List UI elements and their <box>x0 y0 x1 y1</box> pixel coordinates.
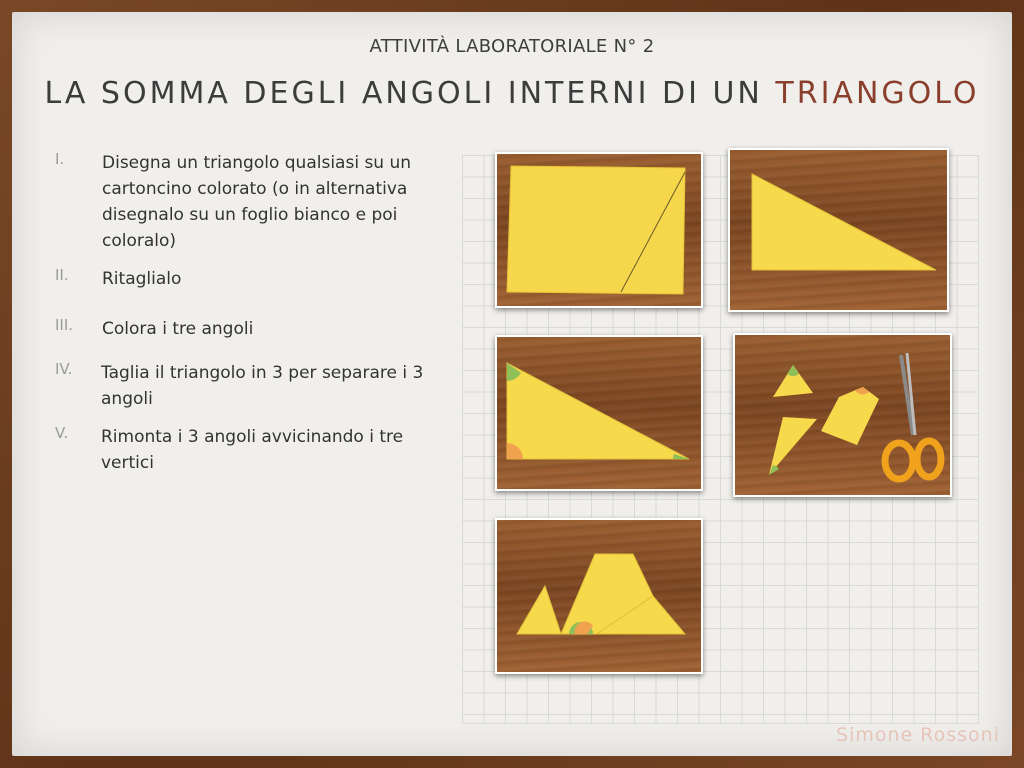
step-number: III. <box>55 316 74 334</box>
title-main: LA SOMMA DEGLI ANGOLI INTERNI DI UN <box>44 76 776 111</box>
step-text: Disegna un triangolo qualsiasi su un cartoncino colorato (o in alternativa disegnalo su un foglio bianco e poi coloralo) <box>102 153 412 251</box>
author-signature: Simone Rossoni <box>836 724 1000 746</box>
slide-title <box>0 76 1024 111</box>
title-accent: TRIANGOLO <box>775 76 980 111</box>
step-text: Rimonta i 3 angoli avvicinando i tre vertici <box>101 427 404 473</box>
step-number: I. <box>55 150 65 168</box>
slide-subtitle: ATTIVITÀ LABORATORIALE N° 2 <box>369 36 655 57</box>
step-text: Colora i tre angoli <box>102 319 254 339</box>
photo-reassembled <box>495 518 703 674</box>
photo-colored-angles <box>495 335 703 491</box>
step-text: Ritaglialo <box>102 269 182 289</box>
step-number: II. <box>55 266 69 284</box>
step-text: Taglia il triangolo in 3 per separare i 3 angoli <box>101 363 424 409</box>
photo-cut-triangle <box>728 148 949 312</box>
step-number: V. <box>55 424 69 442</box>
photo-drawn-triangle <box>495 152 703 308</box>
step-number: IV. <box>55 360 73 378</box>
photo-three-pieces <box>733 333 952 497</box>
